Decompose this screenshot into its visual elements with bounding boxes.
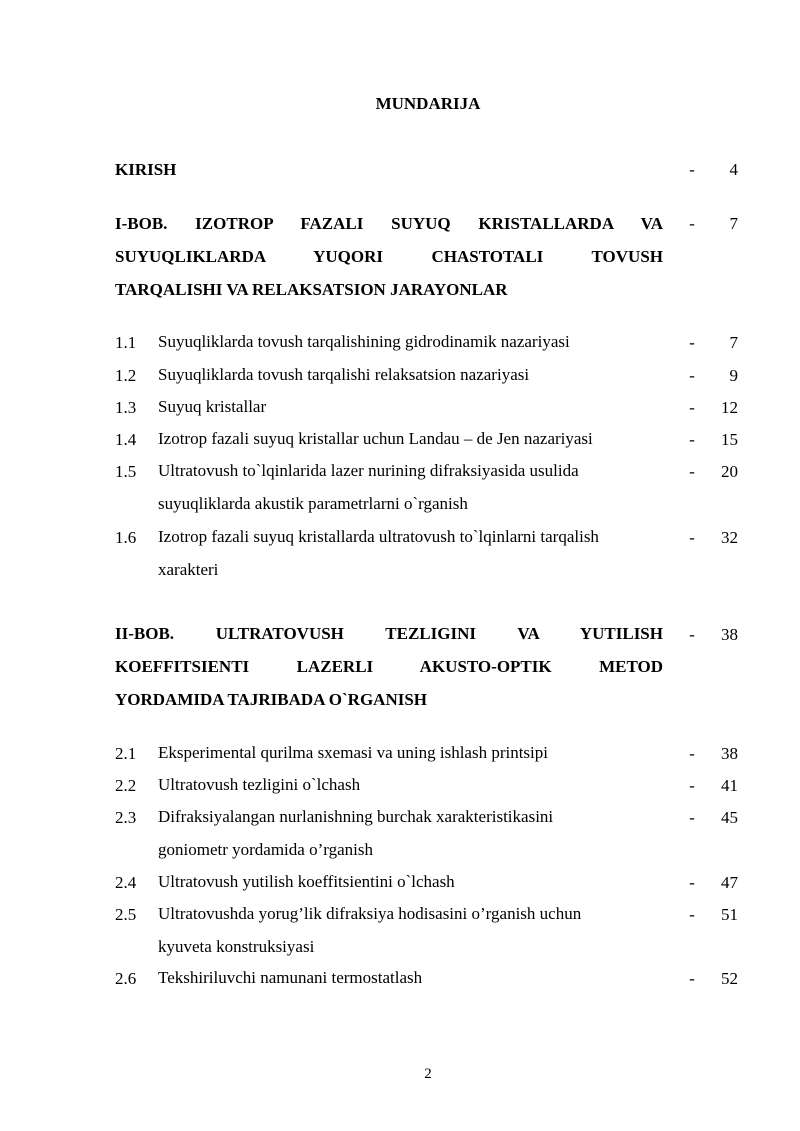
section-title-line: suyuqliklarda akustik parametrlarni o`rganish (158, 494, 468, 513)
toc-dash: - (689, 625, 695, 644)
toc-dash: - (689, 430, 695, 449)
section-number: 2.2 (115, 776, 137, 795)
section-title-line: Tekshiriluvchi namunani termostatlash (158, 968, 423, 987)
page-number-footer: 2 (424, 1066, 432, 1082)
toc-page-number: 4 (729, 160, 738, 179)
toc-dash: - (689, 333, 695, 352)
section-title-line: Ultratovushda yorug’lik difraksiya hodisasini o’rganish uchun (158, 904, 582, 923)
section-title-line: Suyuqliklarda tovush tarqalishining gidrodinamik nazariyasi (158, 332, 570, 351)
toc-dash: - (689, 160, 695, 179)
chapter-1-title-line: I-BOB. IZOTROP FAZALI SUYUQ KRISTALLARDA VA (115, 214, 663, 233)
section-title-line: Eksperimental qurilma sxemasi va uning ishlash printsipi (158, 743, 548, 762)
chapter-2-title-line: II-BOB. ULTRATOVUSH TEZLIGINI VA YUTILISH (115, 624, 663, 643)
toc-dash: - (689, 398, 695, 417)
toc-page-number: 47 (721, 873, 738, 892)
section-title-line: Izotrop fazali suyuq kristallar uchun Landau – de Jen nazariyasi (158, 429, 593, 448)
toc-page-number: 38 (721, 744, 738, 763)
section-number: 1.4 (115, 430, 137, 449)
section-title-line: Ultratovush to`lqinlarida lazer nurining difraksiyasida usulida (158, 461, 579, 480)
section-number: 1.5 (115, 462, 137, 481)
page-title: MUNDARIJA (375, 94, 481, 113)
section-number: 1.2 (115, 366, 137, 385)
toc-dash: - (689, 905, 695, 924)
toc-dash: - (689, 744, 695, 763)
section-title-line: kyuveta konstruksiyasi (158, 937, 315, 956)
toc-page-number: 52 (721, 969, 738, 988)
toc-page-number: 20 (721, 462, 738, 481)
toc-page-number: 9 (729, 366, 738, 385)
section-title-line: Suyuqliklarda tovush tarqalishi relaksatsion nazariyasi (158, 365, 530, 384)
chapter-2-title-line: KOEFFITSIENTI LAZERLI AKUSTO-OPTIK METOD (115, 657, 663, 676)
toc-page-number: 38 (721, 625, 738, 644)
section-number: 2.4 (115, 873, 137, 892)
toc-page-number: 7 (729, 333, 738, 352)
section-number: 2.1 (115, 744, 137, 763)
toc-dash: - (689, 462, 695, 481)
toc-page-number: 12 (721, 398, 738, 417)
section-title-line: Suyuq kristallar (158, 397, 267, 416)
section-title-line: Izotrop fazali suyuq kristallarda ultratovush to`lqinlarni tarqalish (158, 527, 599, 546)
section-number: 2.3 (115, 808, 137, 827)
chapter-2-title-line: YORDAMIDA TAJRIBADA O`RGANISH (115, 690, 428, 709)
toc-intro-label: KIRISH (115, 160, 177, 179)
section-title-line: goniometr yordamida o’rganish (158, 840, 373, 859)
section-title-line: xarakteri (158, 560, 219, 579)
toc-page-number: 41 (721, 776, 738, 795)
toc-dash: - (689, 808, 695, 827)
chapter-1-title-line: TARQALISHI VA RELAKSATSION JARAYONLAR (115, 280, 508, 299)
toc-page-number: 32 (721, 528, 738, 547)
toc-page-number: 45 (721, 808, 738, 827)
toc-dash: - (689, 528, 695, 547)
toc-dash: - (689, 969, 695, 988)
section-number: 2.6 (115, 969, 137, 988)
section-title-line: Ultratovush yutilish koeffitsientini o`lchash (158, 872, 455, 891)
toc-dash: - (689, 366, 695, 385)
section-title-line: Difraksiyalangan nurlanishning burchak xarakteristikasini (158, 807, 554, 826)
toc-dash: - (689, 214, 695, 233)
toc-page-number: 51 (721, 905, 738, 924)
section-title-line: Ultratovush tezligini o`lchash (158, 775, 361, 794)
section-number: 1.1 (115, 333, 137, 352)
toc-dash: - (689, 873, 695, 892)
toc-page-number: 7 (729, 214, 738, 233)
toc-dash: - (689, 776, 695, 795)
toc-page-number: 15 (721, 430, 738, 449)
section-number: 1.3 (115, 398, 137, 417)
section-number: 1.6 (115, 528, 137, 547)
chapter-1-title-line: SUYUQLIKLARDA YUQORI CHASTOTALI TOVUSH (115, 247, 663, 266)
section-number: 2.5 (115, 905, 137, 924)
